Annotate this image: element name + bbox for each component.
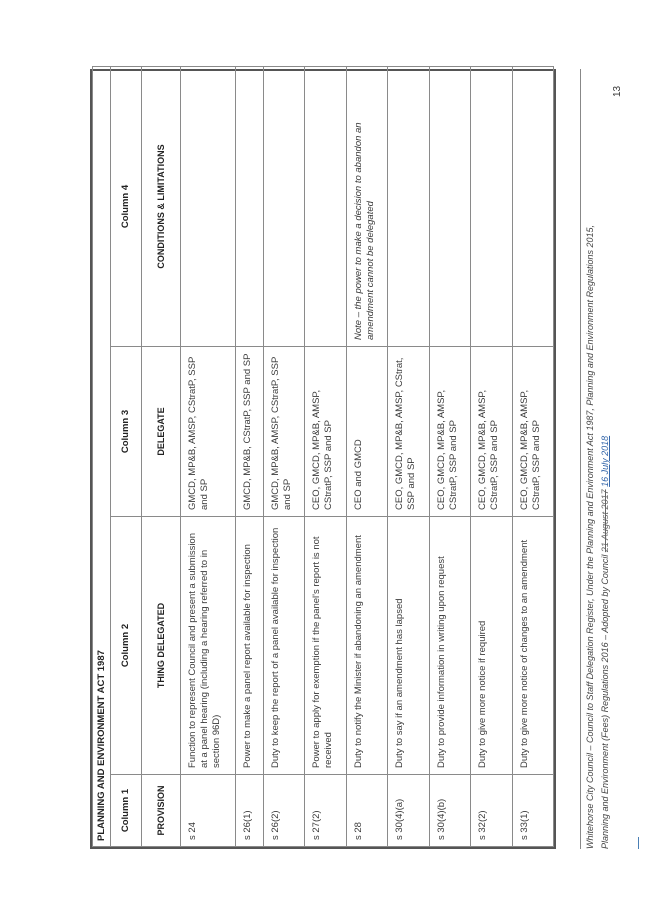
delegate-cell: CEO, GMCD, MP&B, AMSP, CStratP, SSP and SP [305, 347, 346, 517]
thing-cell: Duty to notify the Minister if abandoning an amendment [346, 517, 387, 775]
table-row [305, 66, 346, 846]
table-row [388, 66, 429, 846]
delegate-cell: CEO and GMCD [346, 347, 387, 517]
footer-line-2 [599, 69, 611, 849]
conditions-cell [181, 66, 236, 346]
table-row [235, 66, 263, 846]
column-4-label: Column 4 [111, 66, 142, 346]
table-row [512, 66, 554, 846]
provision-cell: s 30(4)(a) [388, 775, 429, 847]
footer-line-1: Whitehorse City Council – Council to Staff Delegation Register, Under the Planning and Environment Act 1987, Planning and Environment Regulations 2015, [585, 224, 595, 849]
provision-cell: s 30(4)(b) [429, 775, 470, 847]
provision-cell: s 32(2) [471, 775, 512, 847]
header-provision: PROVISION [142, 775, 181, 847]
conditions-cell [305, 66, 346, 346]
thing-cell: Power to apply for exemption if the panel's report is not received [305, 517, 346, 775]
provision-cell: s 26(1) [235, 775, 263, 847]
provision-cell: s 27(2) [305, 775, 346, 847]
conditions-cell [471, 66, 512, 346]
delegate-cell: GMCD, MP&B, AMSP, CStratP, SSP and SP [181, 347, 236, 517]
table-row [429, 66, 470, 846]
table-row [263, 66, 304, 846]
header-thing-delegated: THING DELEGATED [142, 517, 181, 775]
thing-cell: Duty to provide information in writing upon request [429, 517, 470, 775]
delegate-cell: GMCD, MP&B, AMSP, CStratP, SSP and SP [263, 347, 304, 517]
table-row [471, 66, 512, 846]
change-bar [638, 837, 639, 849]
deleted-date: 21 August 2017 [600, 489, 610, 553]
conditions-cell [388, 66, 429, 346]
header-conditions: CONDITIONS & LIMITATIONS [142, 66, 181, 346]
delegate-cell: CEO, GMCD, MP&B, AMSP, CStratP, SSP and SP [471, 347, 512, 517]
column-2-label: Column 2 [111, 517, 142, 775]
conditions-cell [429, 66, 470, 346]
conditions-cell: Note – the power to make a decision to abandon an amendment cannot be delegated [346, 66, 387, 346]
thing-cell: Duty to keep the report of a panel available for inspection [263, 517, 304, 775]
delegate-cell: GMCD, MP&B, CStratP, SSP and SP [235, 347, 263, 517]
inserted-date: 16 July 2018 [600, 435, 610, 487]
delegate-cell: CEO, GMCD, MP&B, AMSP, CStratP, SSP and SP [429, 347, 470, 517]
delegate-cell: CEO, GMCD, MP&B, AMSP, CStrat, SSP and SP [388, 347, 429, 517]
provision-cell: s 26(2) [263, 775, 304, 847]
provision-cell: s 28 [346, 775, 387, 847]
provision-cell: s 33(1) [512, 775, 554, 847]
footer-adopted-text: Planning and Environment (Fees) Regulations 2016 – Adopted by Council [600, 552, 610, 849]
thing-cell: Duty to say if an amendment has lapsed [388, 517, 429, 775]
page-footer [580, 69, 621, 849]
conditions-cell [235, 66, 263, 346]
thing-cell: Duty to give more notice if required [471, 517, 512, 775]
table-row [181, 66, 236, 846]
column-3-label: Column 3 [111, 347, 142, 517]
delegate-cell: CEO, GMCD, MP&B, AMSP, CStratP, SSP and SP [512, 347, 554, 517]
thing-cell: Function to represent Council and present a submission at a panel hearing (including a hearing referred to in section 96D) [181, 517, 236, 775]
thing-cell: Power to make a panel report available for inspection [235, 517, 263, 775]
delegation-table [90, 69, 556, 849]
page-number: 13 [612, 85, 623, 97]
table-row [346, 66, 387, 846]
column-1-label: Column 1 [111, 775, 142, 847]
act-title: PLANNING AND ENVIRONMENT ACT 1987 [93, 66, 111, 846]
header-delegate: DELEGATE [142, 347, 181, 517]
thing-cell: Duty to give more notice of changes to an amendment [512, 517, 554, 775]
conditions-cell [512, 66, 554, 346]
provision-cell: s 24 [181, 775, 236, 847]
conditions-cell [263, 66, 304, 346]
